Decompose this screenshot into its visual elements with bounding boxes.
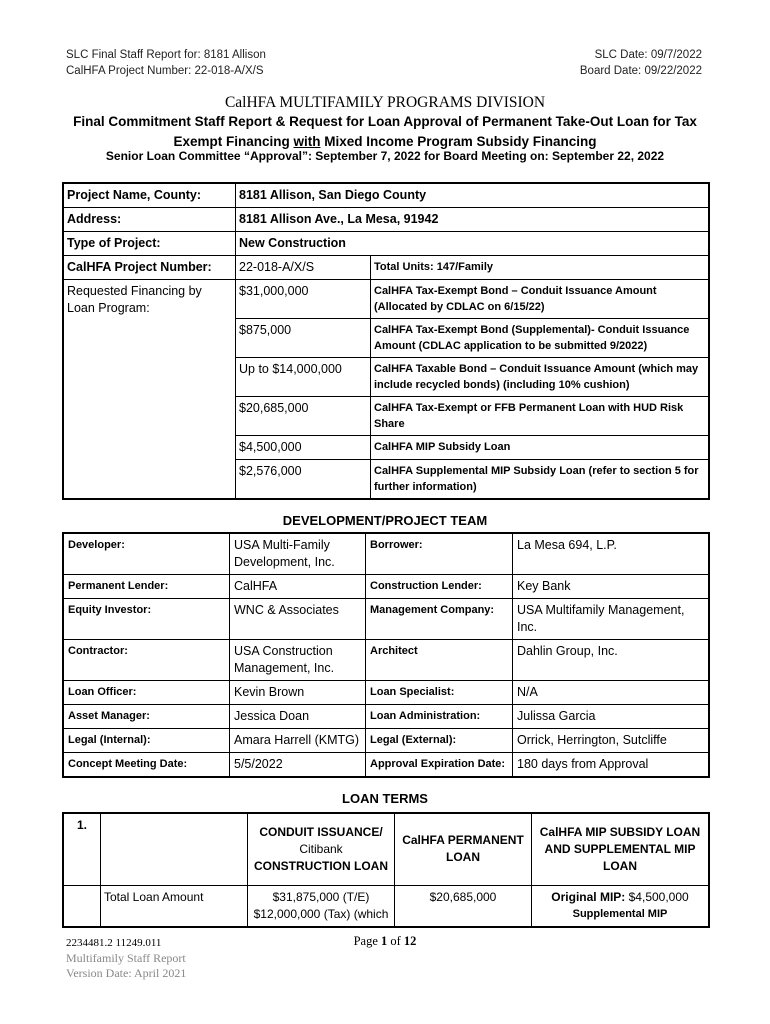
- team-value: Jessica Doan: [230, 705, 366, 729]
- financing-amount: $20,685,000: [236, 397, 371, 436]
- title-part-with: with: [293, 134, 321, 149]
- loan-terms-table: [62, 812, 710, 928]
- team-value: 5/5/2022: [230, 753, 366, 778]
- report-subtitle: Senior Loan Committee “Approval”: September 7, 2022 for Board Meeting on: September 22, 2022: [105, 149, 665, 163]
- header-left: [66, 47, 266, 79]
- col-conduit-header: [248, 813, 395, 885]
- team-key: Concept Meeting Date:: [63, 753, 230, 778]
- financing-label: Requested Financing by Loan Program:: [63, 280, 236, 500]
- team-key: Legal (External):: [366, 729, 513, 753]
- blank-cell: [101, 813, 248, 885]
- team-value: Dahlin Group, Inc.: [513, 640, 710, 681]
- team-value: CalHFA: [230, 575, 366, 599]
- table-row: [63, 183, 709, 208]
- header-report-for: SLC Final Staff Report for: 8181 Allison: [66, 49, 266, 61]
- total-permanent: $20,685,000: [395, 885, 532, 927]
- team-value: WNC & Associates: [230, 599, 366, 640]
- total-units: Total Units: 147/Family: [371, 256, 710, 280]
- report-title-line1: Final Commitment Staff Report & Request for Loan Approval of Permanent Take-Out Loan for Tax: [73, 114, 697, 129]
- table-row: [63, 640, 709, 681]
- table-row: [63, 208, 709, 232]
- team-key: Borrower:: [366, 533, 513, 575]
- project-name-label: Project Name, County:: [63, 183, 236, 208]
- team-key: Equity Investor:: [63, 599, 230, 640]
- team-value: Julissa Garcia: [513, 705, 710, 729]
- team-heading: DEVELOPMENT/PROJECT TEAM: [282, 513, 488, 528]
- address-value: 8181 Allison Ave., La Mesa, 91942: [236, 208, 710, 232]
- team-key: Legal (Internal):: [63, 729, 230, 753]
- row-label: Total Loan Amount: [101, 885, 248, 927]
- title-part-a: Exempt Financing: [173, 134, 294, 149]
- financing-amount: $31,000,000: [236, 280, 371, 319]
- table-row: [63, 280, 709, 319]
- title-part-c: Mixed Income Program Subsidy Financing: [320, 134, 597, 149]
- col-conduit-line3: CONSTRUCTION LOAN: [254, 858, 388, 873]
- table-row: [63, 753, 709, 778]
- header-slc-date: SLC Date: 09/7/2022: [594, 49, 702, 61]
- table-row: [63, 705, 709, 729]
- team-key: Developer:: [63, 533, 230, 575]
- header-project-number: CalHFA Project Number: 22-018-A/X/S: [66, 65, 264, 77]
- page-of: of: [387, 934, 404, 948]
- team-value: Key Bank: [513, 575, 710, 599]
- table-row: [63, 232, 709, 256]
- project-summary-table: [62, 182, 710, 500]
- project-type-label: Type of Project:: [63, 232, 236, 256]
- page-prefix: Page: [353, 934, 381, 948]
- table-row: [63, 575, 709, 599]
- financing-desc: CalHFA Tax-Exempt Bond – Conduit Issuance Amount (Allocated by CDLAC on 6/15/22): [371, 280, 710, 319]
- blank-cell: [63, 885, 101, 927]
- report-title: [0, 112, 770, 152]
- financing-desc: CalHFA Tax-Exempt or FFB Permanent Loan with HUD Risk Share: [371, 397, 710, 436]
- total-conduit: [248, 885, 395, 927]
- team-key: Construction Lender:: [366, 575, 513, 599]
- team-value: Amara Harrell (KMTG): [230, 729, 366, 753]
- table-row: [63, 681, 709, 705]
- address-label: Address:: [63, 208, 236, 232]
- original-mip-value: $4,500,000: [625, 889, 689, 904]
- table-row: [63, 885, 709, 927]
- table-row: [63, 533, 709, 575]
- original-mip-label: Original MIP:: [551, 889, 626, 904]
- team-key: Asset Manager:: [63, 705, 230, 729]
- table-row: [63, 813, 709, 885]
- project-team-table: [62, 532, 710, 778]
- financing-amount: $4,500,000: [236, 436, 371, 460]
- team-value: N/A: [513, 681, 710, 705]
- financing-amount: $2,576,000: [236, 460, 371, 500]
- supplemental-mip-label: Supplemental MIP: [572, 907, 668, 920]
- team-value: 180 days from Approval: [513, 753, 710, 778]
- total-conduit-line2: $12,000,000 (Tax) (which: [253, 906, 389, 921]
- financing-desc: CalHFA MIP Subsidy Loan: [371, 436, 710, 460]
- table-row: [63, 729, 709, 753]
- total-conduit-line1: $31,875,000 (T/E): [272, 889, 370, 904]
- project-name-value: 8181 Allison, San Diego County: [236, 183, 710, 208]
- team-value: USA Construction Management, Inc.: [230, 640, 366, 681]
- financing-amount: $875,000: [236, 319, 371, 358]
- division-title: CalHFA MULTIFAMILY PROGRAMS DIVISION: [224, 94, 546, 111]
- col-permanent-header: CalHFA PERMANENT LOAN: [395, 813, 532, 885]
- col-conduit-line1: CONDUIT ISSUANCE/: [259, 824, 383, 839]
- footer-version-date: Version Date: April 2021: [66, 966, 187, 980]
- team-key: Contractor:: [63, 640, 230, 681]
- team-key: Approval Expiration Date:: [366, 753, 513, 778]
- financing-amount: Up to $14,000,000: [236, 358, 371, 397]
- team-value: USA Multifamily Management, Inc.: [513, 599, 710, 640]
- team-key: Management Company:: [366, 599, 513, 640]
- page-total: 12: [403, 934, 417, 948]
- team-key: Architect: [366, 640, 513, 681]
- section-number: 1.: [63, 813, 101, 885]
- page-current: 1: [381, 934, 388, 948]
- project-number-value: 22-018-A/X/S: [236, 256, 371, 280]
- header-board-date: Board Date: 09/22/2022: [579, 65, 702, 77]
- financing-desc: CalHFA Tax-Exempt Bond (Supplemental)- Conduit Issuance Amount (CDLAC application to be submitted 9/2022): [371, 319, 710, 358]
- header-right: [580, 47, 702, 79]
- project-number-label: CalHFA Project Number:: [63, 256, 236, 280]
- total-mip-line1: [535, 889, 705, 906]
- team-value: Kevin Brown: [230, 681, 366, 705]
- team-key: Permanent Lender:: [63, 575, 230, 599]
- loan-terms-heading: LOAN TERMS: [342, 791, 428, 806]
- col-conduit-line2: Citibank: [299, 841, 343, 856]
- table-row: [63, 256, 709, 280]
- team-value: Orrick, Herrington, Sutcliffe: [513, 729, 710, 753]
- financing-desc: CalHFA Taxable Bond – Conduit Issuance Amount (which may include recycled bonds) (including 10% cushion): [371, 358, 710, 397]
- team-value: La Mesa 694, L.P.: [513, 533, 710, 575]
- financing-desc: CalHFA Supplemental MIP Subsidy Loan (refer to section 5 for further information): [371, 460, 710, 500]
- project-type-value: New Construction: [236, 232, 710, 256]
- team-key: Loan Officer:: [63, 681, 230, 705]
- team-value: USA Multi-Family Development, Inc.: [230, 533, 366, 575]
- total-mip: [532, 885, 710, 927]
- table-row: [63, 599, 709, 640]
- footer-report-name: Multifamily Staff Report: [66, 951, 186, 965]
- footer-doc-id: 2234481.2 11249.011: [66, 937, 162, 949]
- col-mip-header: CalHFA MIP SUBSIDY LOAN AND SUPPLEMENTAL MIP LOAN: [532, 813, 710, 885]
- team-key: Loan Specialist:: [366, 681, 513, 705]
- team-key: Loan Administration:: [366, 705, 513, 729]
- page-number: [0, 934, 770, 949]
